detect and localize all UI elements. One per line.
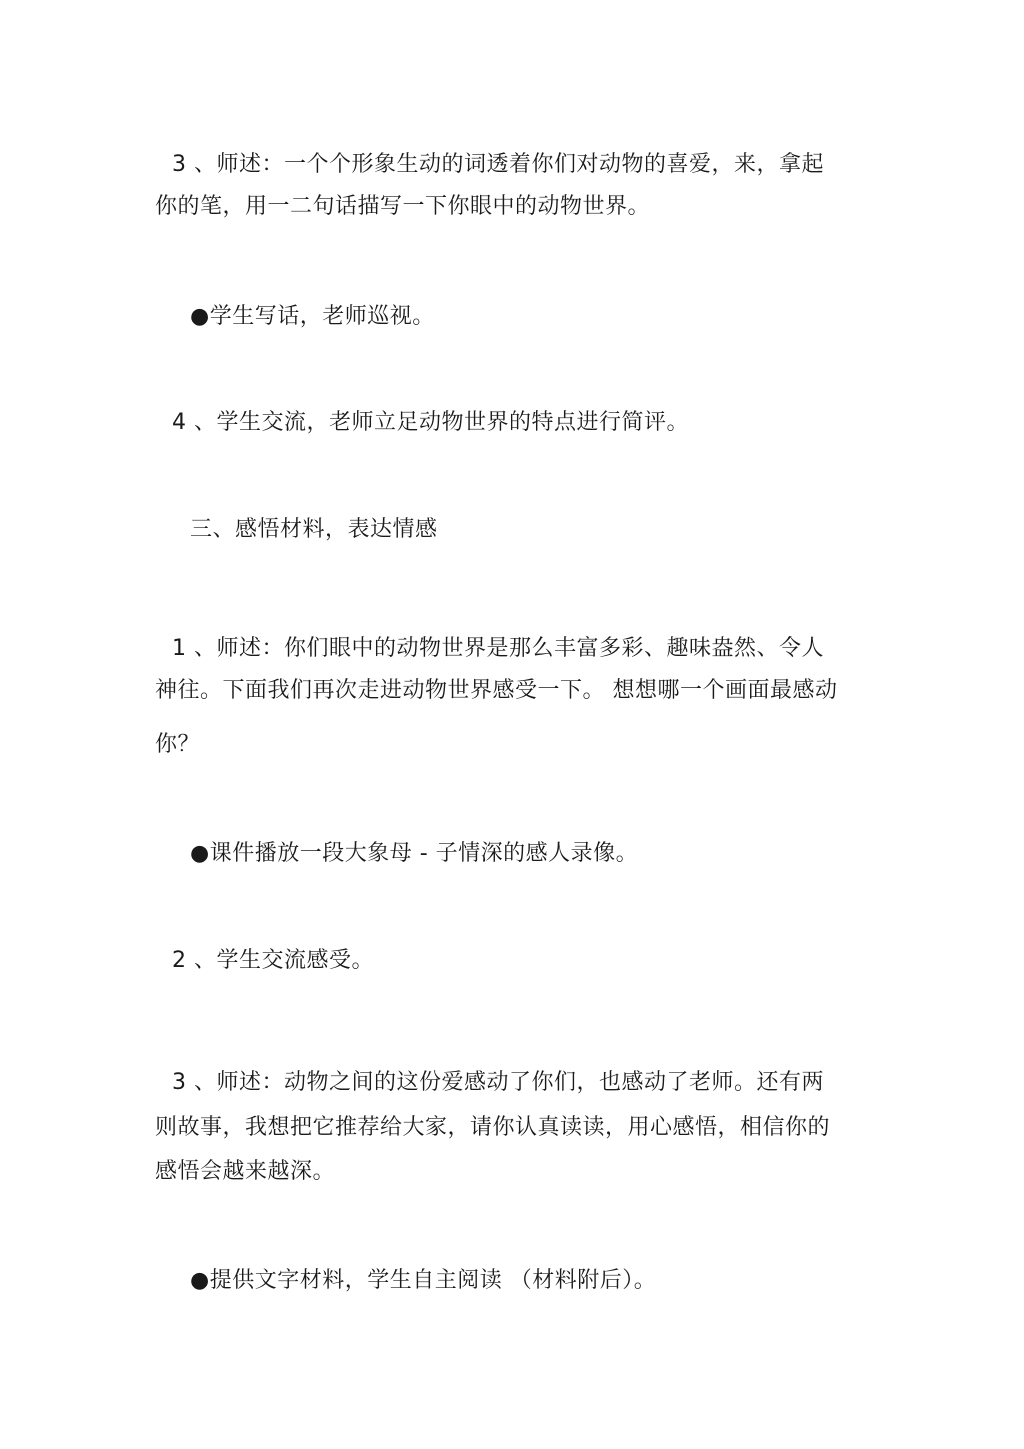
bullet-reading-material: ●提供文字材料，学生自主阅读 （材料附后）。 xyxy=(190,1268,657,1293)
paragraph-step-3b-line-3: 感悟会越来越深。 xyxy=(155,1159,336,1184)
paragraph-step-3b-line-1: 3 、师述：动物之间的这份爱感动了你们，也感动了老师。还有两 xyxy=(172,1070,824,1095)
paragraph-step-1-line-2: 神往。下面我们再次走进动物世界感受一下。 想想哪一个画面最感动 xyxy=(155,678,838,703)
paragraph-step-2: 2 、学生交流感受。 xyxy=(172,948,374,973)
bullet-student-writing: ●学生写话，老师巡视。 xyxy=(190,304,435,329)
bullet-courseware-video: ●课件播放一段大象母 - 子情深的感人录像。 xyxy=(190,841,639,866)
paragraph-step-3b-line-2: 则故事，我想把它推荐给大家，请你认真读读，用心感悟，相信你的 xyxy=(155,1115,831,1140)
paragraph-step-1-line-3: 你？ xyxy=(155,732,201,757)
paragraph-step-3-line-1: 3 、师述：一个个形象生动的词透着你们对动物的喜爱，来，拿起 xyxy=(172,152,824,177)
paragraph-step-4: 4 、学生交流，老师立足动物世界的特点进行简评。 xyxy=(172,410,689,435)
paragraph-step-1-line-1: 1 、师述：你们眼中的动物世界是那么丰富多彩、趣味盎然、令人 xyxy=(172,636,824,661)
section-heading-3: 三、感悟材料，表达情感 xyxy=(190,517,438,542)
paragraph-step-3-line-2: 你的笔，用一二句话描写一下你眼中的动物世界。 xyxy=(155,194,651,219)
